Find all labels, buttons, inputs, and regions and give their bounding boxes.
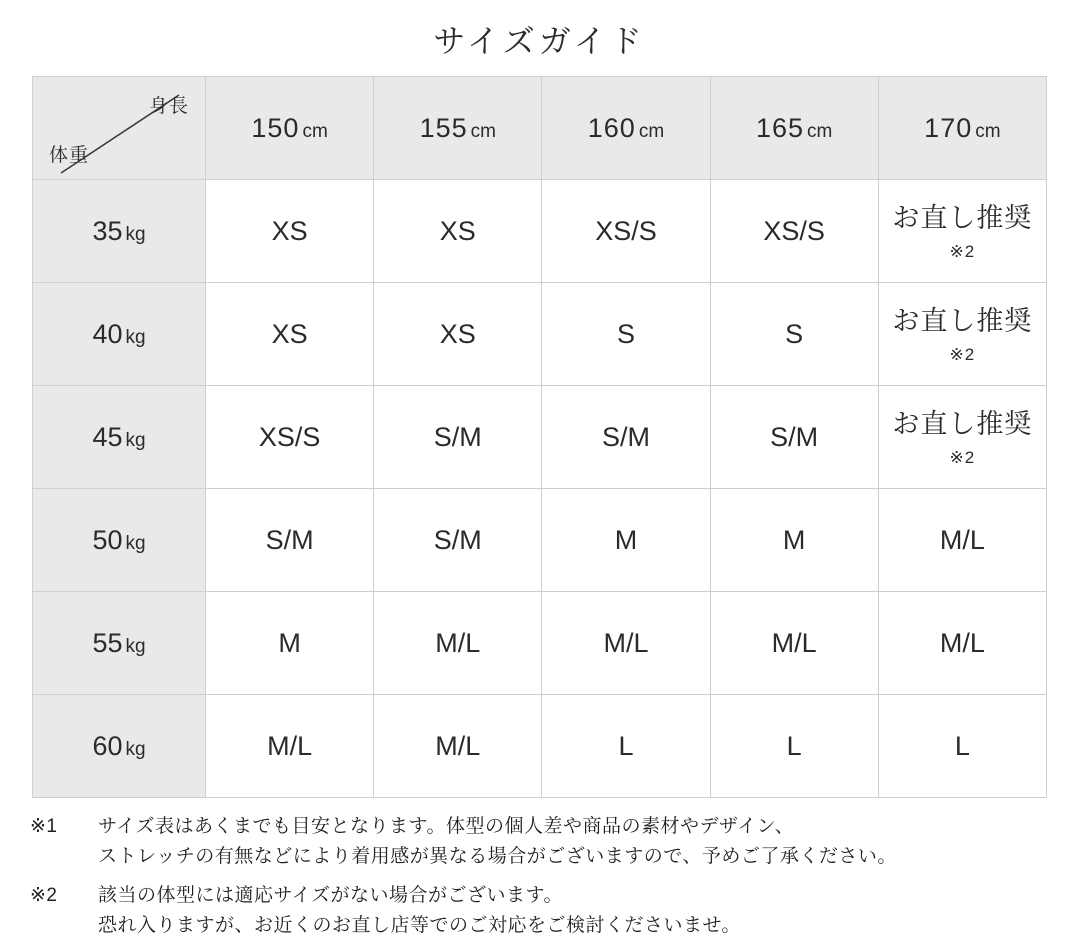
- column-header-value: 160: [587, 112, 636, 143]
- row-header-50: [33, 489, 206, 592]
- row-header-value: 60: [92, 730, 123, 761]
- size-table: [32, 76, 1047, 798]
- row-header-value: 50: [92, 524, 123, 555]
- table-row: [33, 386, 1047, 489]
- size-cell: L: [710, 695, 878, 798]
- column-header-value: 155: [419, 112, 468, 143]
- column-header-value: 165: [755, 112, 805, 143]
- footnote-mark: ※1: [30, 816, 58, 837]
- size-cell: XS/S: [710, 180, 878, 283]
- footnotes: [30, 812, 1049, 942]
- size-cell: M/L: [878, 592, 1046, 695]
- size-cell: XS/S: [542, 180, 710, 283]
- row-header-value: 40: [92, 318, 123, 349]
- size-table-wrap: [32, 76, 1047, 798]
- column-header-unit: cm: [975, 120, 1001, 142]
- row-header-unit: kg: [125, 326, 146, 348]
- corner-weight-label: 体重: [49, 145, 90, 166]
- table-row: [33, 592, 1047, 695]
- size-cell: L: [878, 695, 1046, 798]
- page-title: サイズガイド: [433, 23, 646, 59]
- footnote-line: ストレッチの有無などにより着用感が異なる場合がございますので、予めご了承ください。: [98, 846, 897, 868]
- size-cell-note-text: お直し推奨: [892, 306, 1033, 336]
- size-cell-note-ref: ※2: [949, 241, 976, 261]
- row-header-35: [33, 180, 206, 283]
- column-header-160: [542, 77, 710, 180]
- size-cell: M/L: [374, 592, 542, 695]
- row-header-45: [33, 386, 206, 489]
- corner-height-label: 身長: [148, 96, 189, 117]
- footnote-line: 該当の体型には適応サイズがない場合がございます。: [98, 884, 563, 906]
- row-header-unit: kg: [125, 738, 146, 760]
- column-header-unit: cm: [302, 120, 328, 142]
- column-header-value: 170: [924, 112, 973, 143]
- size-cell: M: [542, 489, 710, 592]
- column-header-165: [710, 77, 878, 180]
- footnote-1: [30, 812, 1049, 873]
- row-header-unit: kg: [125, 429, 146, 451]
- footnote-line: サイズ表はあくまでも目安となります。体型の個人差や商品の素材やデザイン、: [98, 816, 795, 837]
- size-cell: M/L: [878, 489, 1046, 592]
- size-cell-note-text: お直し推奨: [892, 203, 1033, 233]
- size-cell-note: [878, 386, 1046, 489]
- row-header-40: [33, 283, 206, 386]
- size-cell-note-ref: ※2: [949, 344, 976, 364]
- row-header-unit: kg: [125, 635, 146, 657]
- column-header-value: 150: [251, 112, 300, 143]
- size-cell: M/L: [206, 695, 374, 798]
- row-header-value: 45: [92, 421, 123, 452]
- row-header-value: 35: [92, 215, 123, 246]
- size-cell: S/M: [710, 386, 878, 489]
- size-cell: M: [206, 592, 374, 695]
- size-cell: S: [542, 283, 710, 386]
- table-row: [33, 489, 1047, 592]
- footnote-body: [98, 812, 1049, 873]
- size-cell: M/L: [374, 695, 542, 798]
- size-cell: M/L: [542, 592, 710, 695]
- footnote-2: [30, 881, 1049, 942]
- column-header-170: [878, 77, 1046, 180]
- size-cell-note: [878, 283, 1046, 386]
- size-cell-note-ref: ※2: [949, 447, 976, 467]
- size-cell: S/M: [374, 386, 542, 489]
- row-header-unit: kg: [125, 532, 146, 554]
- column-header-unit: cm: [470, 120, 496, 142]
- column-header-150: [206, 77, 374, 180]
- size-cell: S/M: [206, 489, 374, 592]
- footnote-body: [98, 881, 1049, 942]
- size-cell-note: [878, 180, 1046, 283]
- size-cell: L: [542, 695, 710, 798]
- size-cell-note-text: お直し推奨: [892, 409, 1033, 439]
- size-cell: XS/S: [206, 386, 374, 489]
- row-header-value: 55: [92, 627, 123, 658]
- size-cell: S: [710, 283, 878, 386]
- size-cell: S/M: [374, 489, 542, 592]
- size-cell: XS: [206, 180, 374, 283]
- column-header-unit: cm: [638, 120, 665, 142]
- table-header-row: [33, 77, 1047, 180]
- footnote-line: 恐れ入りますが、お近くのお直し店等でのご対応をご検討くださいませ。: [98, 915, 741, 937]
- size-cell: S/M: [542, 386, 710, 489]
- column-header-unit: cm: [807, 120, 833, 142]
- table-row: [33, 695, 1047, 798]
- table-row: [33, 180, 1047, 283]
- row-header-unit: kg: [125, 223, 146, 245]
- row-header-60: [33, 695, 206, 798]
- row-header-55: [33, 592, 206, 695]
- table-row: [33, 283, 1047, 386]
- column-header-155: [374, 77, 542, 180]
- table-corner-cell: [33, 77, 206, 180]
- size-cell: XS: [374, 283, 542, 386]
- size-cell: XS: [374, 180, 542, 283]
- size-cell: M/L: [710, 592, 878, 695]
- size-cell: XS: [206, 283, 374, 386]
- size-cell: M: [710, 489, 878, 592]
- footnote-mark: ※2: [30, 884, 58, 906]
